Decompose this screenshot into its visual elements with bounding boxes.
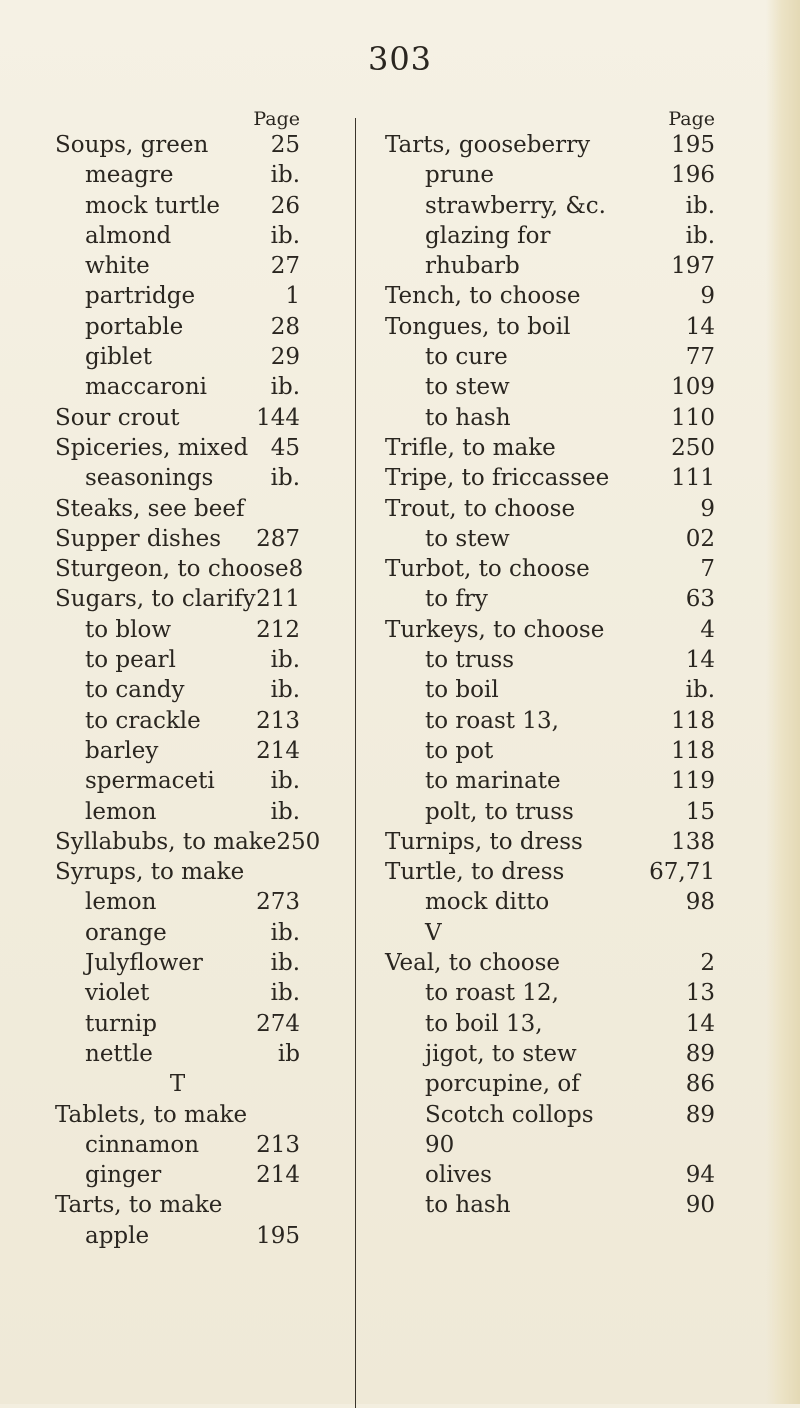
index-entry [385, 342, 715, 372]
index-entry [55, 857, 300, 887]
index-entry [55, 1130, 300, 1160]
index-entry-page-ref: 250 [671, 434, 715, 461]
index-entry [55, 1221, 300, 1251]
index-entry [55, 584, 300, 614]
index-entry-text: prune [425, 162, 494, 189]
index-entry [385, 1069, 715, 1099]
index-entry-page-ref: 195 [256, 1222, 300, 1249]
index-entry-text: to truss [425, 647, 515, 674]
index-entry-page-ref: ib. [685, 222, 715, 249]
index-entry-text: almond [85, 222, 172, 249]
index-entry-page-ref: 118 [671, 707, 715, 734]
index-entry-text: Steaks, see beef [55, 495, 245, 522]
index-entry-page-ref: 9 [700, 283, 715, 310]
index-entry-text: V [425, 919, 442, 946]
index-entry [385, 372, 715, 402]
index-entry-page-ref: 67,71 [649, 859, 715, 886]
index-entry-page-ref: ib. [685, 677, 715, 704]
index-entry-page-ref: ib. [270, 677, 300, 704]
index-entry-text: Spiceries, mixed [55, 434, 249, 461]
index-entry [385, 1190, 715, 1220]
index-entry-text: glazing for [425, 222, 551, 249]
index-entry-text: Turkeys, to choose [385, 616, 605, 643]
index-entry-page-ref: 7 [700, 556, 715, 583]
index-entry-page-ref: 287 [256, 525, 300, 552]
index-entry [385, 463, 715, 493]
index-entry-text: to hash [425, 1192, 511, 1219]
index-entry-page-ref: 98 [685, 889, 715, 916]
index-entry-page-ref: ib. [270, 919, 300, 946]
index-entry [385, 736, 715, 766]
index-entry-page-ref: 110 [671, 404, 715, 431]
index-entry-text: Turtle, to dress [385, 859, 565, 886]
index-entry-text: to pot [425, 737, 494, 764]
index-entry [55, 1100, 300, 1130]
index-entry [55, 463, 300, 493]
index-entry-page-ref: 196 [671, 162, 715, 189]
index-entry-text: Turnips, to dress [385, 828, 583, 855]
index-entry-page-ref: 138 [671, 828, 715, 855]
index-entry-page-ref: 273 [256, 889, 300, 916]
index-entry [55, 312, 300, 342]
index-entry-text: meagre [85, 162, 174, 189]
index-entry [385, 130, 715, 160]
index-entry-text: apple [85, 1222, 150, 1249]
index-entry [55, 160, 300, 190]
index-entry-text: to cure [425, 344, 508, 371]
index-entry [55, 766, 300, 796]
index-entry-page-ref: 2 [700, 950, 715, 977]
index-entry-page-ref: 211 [256, 586, 300, 613]
index-entry-text: to stew [425, 525, 510, 552]
index-entry-text: spermaceti [85, 768, 215, 795]
index-entry-page-ref: 13 [685, 980, 715, 1007]
index-entry-text: white [85, 253, 150, 280]
index-entry [385, 403, 715, 433]
index-entry [55, 675, 300, 705]
index-entry [55, 524, 300, 554]
index-entry-text: T [169, 1071, 186, 1098]
index-entry-page-ref: 213 [256, 1131, 300, 1158]
index-entry [385, 615, 715, 645]
index-entry [385, 797, 715, 827]
index-entry-page-ref: 119 [671, 768, 715, 795]
index-entry-page-ref: 4 [700, 616, 715, 643]
index-entry-text: giblet [85, 344, 153, 371]
index-entry-page-ref: ib. [270, 162, 300, 189]
index-entry [55, 1160, 300, 1190]
index-entry [385, 160, 715, 190]
index-entry-text: porcupine, of [425, 1071, 580, 1098]
index-entry-text: Julyflower [85, 950, 203, 977]
index-entry [385, 251, 715, 281]
index-entry-text: barley [85, 737, 159, 764]
index-entry [55, 281, 300, 311]
index-entry [55, 918, 300, 948]
index-entry-text: Soups, green [55, 132, 209, 158]
index-entry-text: to blow [85, 616, 172, 643]
index-entry [55, 433, 300, 463]
index-entry-page-ref: 25 [270, 132, 300, 158]
index-entry-text: mock turtle [85, 192, 221, 219]
index-entry-page-ref: 213 [256, 707, 300, 734]
index-entry-text: mock ditto [425, 889, 550, 916]
index-entry-page-ref: 14 [685, 647, 715, 674]
index-entry-page-ref: 111 [671, 465, 715, 492]
index-entry-page-ref: 9 [700, 495, 715, 522]
index-entry [385, 1130, 715, 1160]
index-entry-page-ref: 212 [256, 616, 300, 643]
index-entry [55, 706, 300, 736]
index-entry-text: 90 [425, 1131, 455, 1158]
index-entry-page-ref: 1 [285, 283, 300, 310]
index-entry-text: Sturgeon, to choose [55, 556, 289, 583]
index-entry-text: strawberry, &c. [425, 192, 606, 219]
index-entry-page-ref: ib. [270, 950, 300, 977]
index-entry-page-ref: 86 [685, 1071, 715, 1098]
index-entry-text: turnip [85, 1010, 157, 1037]
index-entry-page-ref: 29 [270, 344, 300, 371]
index-entry-text: Syllabubs, to make [55, 828, 277, 855]
index-entry-text: Tench, to choose [385, 283, 581, 310]
index-entry-page-ref: ib. [270, 647, 300, 674]
index-entry-page-ref: ib. [270, 374, 300, 401]
index-entry-page-ref: 26 [270, 192, 300, 219]
index-entry-text: Turbot, to choose [385, 556, 590, 583]
index-entry [385, 524, 715, 554]
index-entry-page-ref: ib. [270, 980, 300, 1007]
index-entry-page-ref: 14 [685, 1010, 715, 1037]
index-entry [385, 191, 715, 221]
index-entry [385, 1039, 715, 1069]
index-entry-page-ref: 02 [685, 525, 715, 552]
index-entry [55, 887, 300, 917]
index-entry [55, 251, 300, 281]
index-entry [385, 281, 715, 311]
index-entry-page-ref: 45 [270, 434, 300, 461]
index-entry-page-ref: 8 [288, 556, 304, 583]
index-entry-page-ref: 214 [256, 1162, 300, 1189]
index-entry-text: Sour crout [55, 404, 180, 431]
index-entry-page-ref: ib. [270, 222, 300, 249]
column-header-label: Page [668, 108, 715, 130]
index-entry [385, 221, 715, 251]
index-entry [385, 978, 715, 1008]
index-entry-page-ref: ib [277, 1040, 300, 1067]
index-entry [55, 645, 300, 675]
index-entry [55, 1069, 300, 1099]
index-entry-text: to candy [85, 677, 185, 704]
index-entry [55, 342, 300, 372]
index-entry-page-ref: 90 [685, 1192, 715, 1219]
left-entry-list [55, 130, 321, 1251]
index-entry-text: to fry [425, 586, 488, 613]
column-header [385, 108, 715, 130]
index-entry [385, 584, 715, 614]
index-entry-text: to marinate [425, 768, 561, 795]
index-entry-text: olives [425, 1162, 492, 1189]
index-entry [55, 372, 300, 402]
index-entry [55, 615, 300, 645]
left-index-column [55, 108, 321, 1251]
index-entry [385, 1009, 715, 1039]
index-entry [385, 312, 715, 342]
index-entry-text: Tarts, to make [55, 1192, 223, 1219]
index-entry-page-ref: 77 [685, 344, 715, 371]
index-entry-text: ginger [85, 1162, 162, 1189]
index-entry-text: lemon [85, 798, 157, 825]
index-entry [385, 827, 715, 857]
index-entry [385, 1100, 715, 1130]
index-entry-text: seasonings [85, 465, 214, 492]
index-entry-page-ref: ib. [270, 465, 300, 492]
index-entry-text: to stew [425, 374, 510, 401]
index-entry [385, 494, 715, 524]
index-entry-page-ref: 197 [671, 253, 715, 280]
index-entry-text: Tripe, to friccassee [385, 465, 610, 492]
index-entry-text: partridge [85, 283, 196, 310]
index-entry-page-ref: 195 [671, 132, 715, 158]
index-entry-text: orange [85, 919, 167, 946]
index-entry-page-ref: ib. [270, 768, 300, 795]
index-entry-text: nettle [85, 1040, 153, 1067]
index-entry [55, 797, 300, 827]
index-entry-text: Tarts, gooseberry [385, 132, 591, 158]
index-entry-text: to boil 13, [425, 1010, 543, 1037]
index-entry-page-ref: 89 [685, 1040, 715, 1067]
index-entry [55, 736, 300, 766]
index-entry-text: cinnamon [85, 1131, 200, 1158]
index-entry [55, 1190, 300, 1220]
index-entry-page-ref: 27 [270, 253, 300, 280]
index-entry-page-ref: 89 [685, 1101, 715, 1128]
index-entry [55, 494, 300, 524]
column-divider [355, 118, 356, 1408]
index-entry [385, 857, 715, 887]
index-entry-page-ref: 250 [276, 828, 321, 855]
index-entry-text: to boil [425, 677, 499, 704]
index-entry [385, 706, 715, 736]
index-entry [55, 1039, 300, 1069]
index-entry-page-ref: 94 [685, 1162, 715, 1189]
index-entry-text: Scotch collops [425, 1101, 594, 1128]
right-index-column [385, 108, 715, 1221]
index-entry-text: lemon [85, 889, 157, 916]
index-entry [385, 766, 715, 796]
index-entry-text: to crackle [85, 707, 201, 734]
index-entry-text: maccaroni [85, 374, 208, 401]
index-entry [55, 191, 300, 221]
column-header [55, 108, 300, 130]
index-entry [55, 221, 300, 251]
index-entry-text: to roast 12, [425, 980, 559, 1007]
index-entry [385, 645, 715, 675]
index-entry-page-ref: 63 [685, 586, 715, 613]
index-entry-page-ref: 28 [270, 313, 300, 340]
index-entry-text: violet [85, 980, 150, 1007]
index-entry [385, 918, 715, 948]
column-header-label: Page [253, 108, 300, 130]
index-entry-text: polt, to truss [425, 798, 574, 825]
index-entry [385, 554, 715, 584]
index-entry-text: Syrups, to make [55, 859, 245, 886]
page-number: 303 [367, 40, 433, 78]
index-entry [55, 978, 300, 1008]
index-entry-page-ref: 14 [685, 313, 715, 340]
index-entry [55, 827, 321, 857]
index-entry [385, 675, 715, 705]
index-entry-text: to pearl [85, 647, 176, 674]
index-entry-text: Tablets, to make [55, 1101, 248, 1128]
index-entry-text: rhubarb [425, 253, 520, 280]
index-entry-text: Trout, to choose [385, 495, 576, 522]
index-entry-page-ref: 214 [256, 737, 300, 764]
index-entry-text: Supper dishes [55, 525, 222, 552]
index-entry-text: jigot, to stew [425, 1040, 577, 1067]
index-entry [55, 1009, 300, 1039]
index-entry-text: to hash [425, 404, 511, 431]
index-entry-text: Veal, to choose [385, 950, 561, 977]
index-entry-page-ref: 15 [685, 798, 715, 825]
index-entry [55, 554, 304, 584]
index-entry-page-ref: ib. [685, 192, 715, 219]
index-entry-page-ref: 274 [256, 1010, 300, 1037]
index-entry [385, 1160, 715, 1190]
index-entry [385, 433, 715, 463]
page-edge [766, 0, 800, 1404]
index-entry-text: Tongues, to boil [385, 313, 571, 340]
index-entry-text: to roast 13, [425, 707, 559, 734]
index-entry-text: Trifle, to make [385, 434, 556, 461]
index-entry-page-ref: 118 [671, 737, 715, 764]
index-entry-page-ref: 109 [671, 374, 715, 401]
index-entry-text: portable [85, 313, 184, 340]
index-entry [55, 130, 300, 160]
index-entry-page-ref: 144 [256, 404, 300, 431]
right-entry-list [385, 130, 715, 1221]
index-entry-text: Sugars, to clarify [55, 586, 256, 613]
index-entry-page-ref: ib. [270, 798, 300, 825]
index-entry [55, 403, 300, 433]
index-entry [385, 948, 715, 978]
index-entry [385, 887, 715, 917]
index-entry [55, 948, 300, 978]
